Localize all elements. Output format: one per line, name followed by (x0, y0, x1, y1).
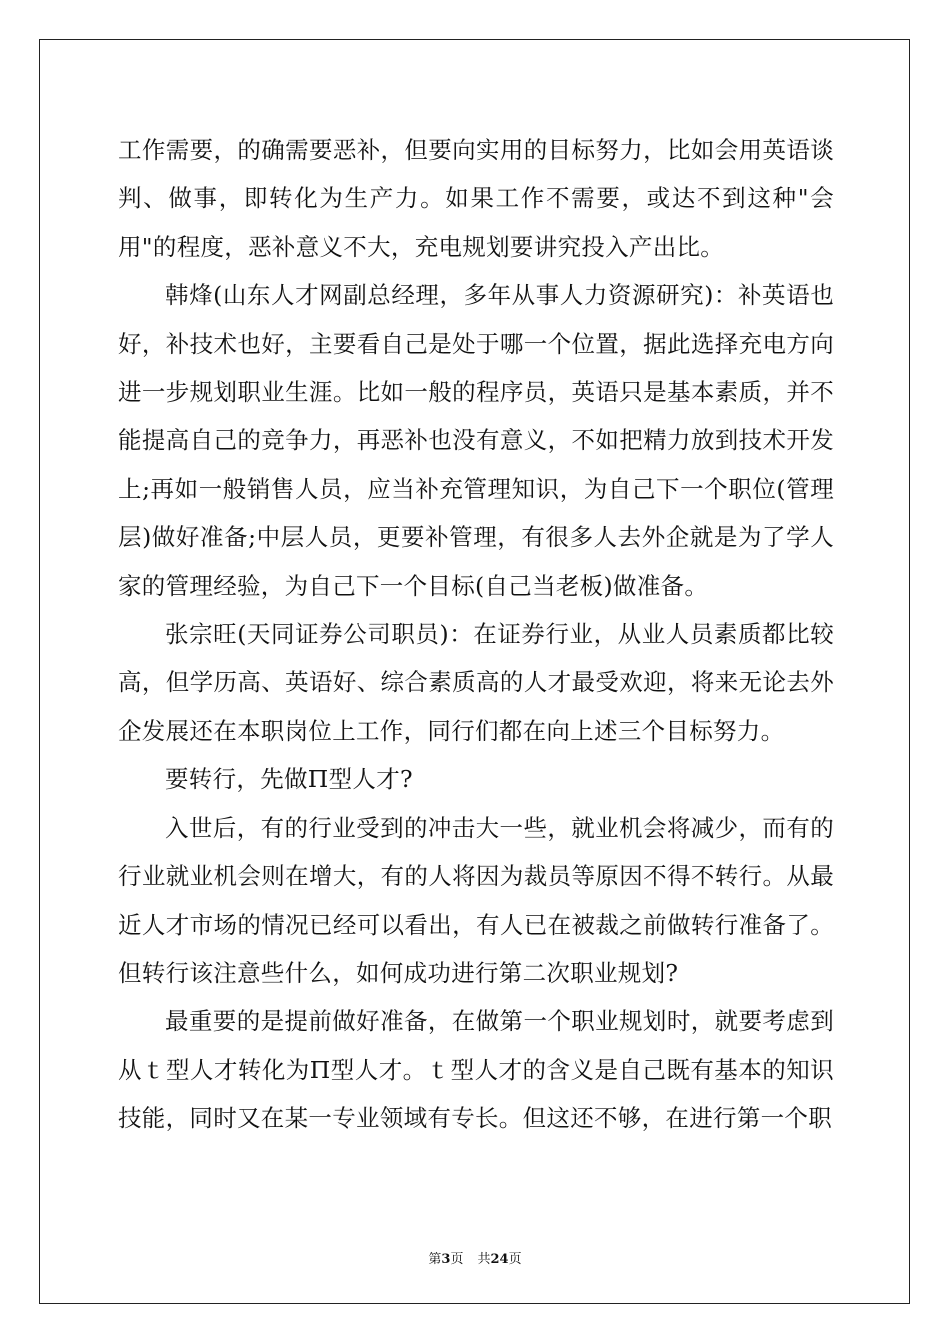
paragraph-zhang-zongwang: 张宗旺(天同证券公司职员)：在证券行业，从业人员素质都比较高，但学历高、英语好、综合素质高的人才最受欢迎，将来无论去外企发展还在本职岗位上工作，同行们都在向上述三个目标努力。 (118, 620, 834, 745)
total-prefix: 共 (477, 1252, 491, 1267)
total-suffix: 页 (508, 1252, 522, 1267)
paragraph-continued: 工作需要，的确需要恶补，但要向实用的目标努力，比如会用英语谈判、做事，即转化为生产力。如果工作不需要，或达不到这种"会用"的程度，恶补意义不大，充电规划要讲究投入产出比。 (118, 136, 834, 261)
page-footer (0, 1248, 950, 1267)
paragraph-han-feng: 韩烽(山东人才网副总经理，多年从事人力资源研究)：补英语也好，补技术也好，主要看自己是处于哪一个位置，据此选择充电方向进一步规划职业生涯。比如一般的程序员，英语只是基本素质，并不能提高自己的竞争力，再恶补也没有意义，不如把精力放到技术开发上;再如一般销售人员，应当补充管理知识，为自己下一个职位(管理层)做好准备;中层人员，更要补管理，有很多人去外企就是为了学人家的管理经验，为自己下一个目标(自己当老板)做准备。 (118, 281, 834, 600)
page-current: 3 (441, 1252, 451, 1267)
paragraph-career-change: 入世后，有的行业受到的冲击大一些，就业机会将减少，而有的行业就业机会则在增大，有的人将因为裁员等原因不得不转行。从最近人才市场的情况已经可以看出，有人已在被裁之前做转行准备了。但转行该注意些什么，如何成功进行第二次职业规划? (118, 813, 834, 987)
page-prefix: 第 (428, 1252, 442, 1267)
paragraph-preparation: 最重要的是提前做好准备，在做第一个职业规划时，就要考虑到从ｔ型人才转化为Π型人才。ｔ型人才的含义是自己既有基本的知识技能，同时又在某一专业领域有专长。但这还不够，在进行第一个职 (118, 1007, 834, 1133)
page-total: 24 (490, 1252, 509, 1267)
section-heading: 要转行，先做Π型人才? (165, 765, 413, 794)
document-body (118, 126, 834, 1143)
page-suffix: 页 (450, 1252, 464, 1267)
